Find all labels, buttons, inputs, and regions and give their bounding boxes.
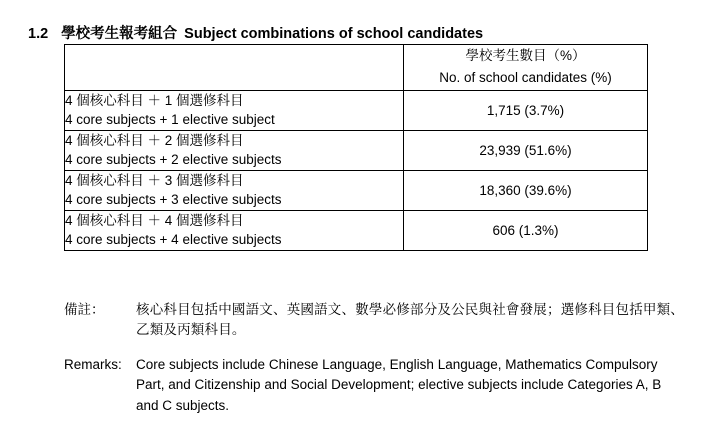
remarks-zh-row bbox=[64, 300, 684, 341]
header-zh: 學校考生數目（%） bbox=[465, 48, 586, 63]
row-label-en: 4 core subjects + 2 elective subjects bbox=[65, 152, 282, 168]
table-row bbox=[65, 130, 648, 170]
row-label-zh: 4 個核心科目 ＋ 1 個選修科目 bbox=[65, 92, 244, 108]
row-label-en: 4 core subjects + 3 elective subjects bbox=[65, 192, 282, 208]
row-label-cell bbox=[65, 130, 404, 170]
row-value-cell: 23,939 (51.6%) bbox=[404, 130, 648, 170]
row-label-cell bbox=[65, 210, 404, 250]
row-label-zh: 4 個核心科目 ＋ 2 個選修科目 bbox=[65, 132, 244, 148]
remarks-section bbox=[64, 300, 684, 420]
row-value-cell: 18,360 (39.6%) bbox=[404, 170, 648, 210]
table-row bbox=[65, 90, 648, 130]
header-candidates-cell bbox=[404, 45, 648, 91]
remarks-en-row bbox=[64, 355, 684, 417]
remarks-zh-text: 核心科目包括中國語文、英國語文、數學必修部分及公民與社會發展；選修科目包括甲類、乙類及丙類科目。 bbox=[136, 302, 684, 338]
table-row bbox=[65, 170, 648, 210]
row-label-cell bbox=[65, 170, 404, 210]
row-label-zh: 4 個核心科目 ＋ 4 個選修科目 bbox=[65, 212, 244, 228]
page-title bbox=[28, 22, 483, 43]
row-value-cell: 606 (1.3%) bbox=[404, 210, 648, 250]
table-row bbox=[65, 210, 648, 250]
table-header-row bbox=[65, 45, 648, 91]
header-en: No. of school candidates (%) bbox=[439, 70, 612, 86]
header-blank-cell bbox=[65, 45, 404, 91]
remarks-zh-label: 備註： bbox=[64, 302, 105, 317]
section-title-zh: 學校考生報考組合 bbox=[61, 26, 178, 42]
row-value-cell: 1,715 (3.7%) bbox=[404, 90, 648, 130]
row-label-en: 4 core subjects + 1 elective subject bbox=[65, 112, 275, 128]
row-label-cell bbox=[65, 90, 404, 130]
section-number: 1.2 bbox=[28, 26, 49, 42]
subject-combination-table bbox=[64, 44, 648, 251]
section-title-en: Subject combinations of school candidates bbox=[184, 26, 484, 42]
row-label-zh: 4 個核心科目 ＋ 3 個選修科目 bbox=[65, 172, 244, 188]
row-label-en: 4 core subjects + 4 elective subjects bbox=[65, 232, 282, 248]
remarks-en-label: Remarks: bbox=[64, 356, 122, 372]
remarks-en-text: Core subjects include Chinese Language, English Language, Mathematics Compulsory Part, and Citizenship and Social Development; elective subjects include Categories A, B and C subjects. bbox=[136, 356, 662, 413]
